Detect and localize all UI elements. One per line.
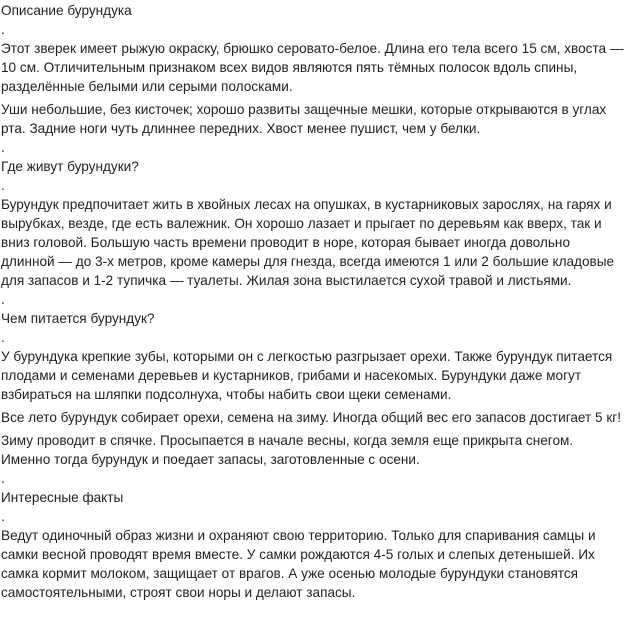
paragraph: Ведут одиночный образ жизни и охраняют свою территорию. Только для спаривания самцы и самки весной проводят время вместе. У самки рождаются 4-5 голых и слепых детенышей. Их самка кормит молоком, защищает от врагов. А уже осенью молодые бурундуки становятся самостоятельными, строят свои норы и делают запасы. (1, 528, 596, 600)
paragraph: У бурундука крепкие зубы, которыми он с легкостью разгрызает орехи. Также бурундук питается плодами и семенами деревьев и кустарников, грибами и насекомых. Бурундуки даже могут взбираться на шляпки подсолнуха, чтобы набить свои щеки семенами. (1, 349, 613, 402)
paragraph: Уши небольшие, без кисточек; хорошо развиты защечные мешки, которые открываются в углах рта. Задние ноги чуть длиннее передних. Хвост менее пушист, чем у белки. (1, 102, 607, 136)
separator-dot: . (1, 330, 5, 345)
section-title-facts: Интересные факты (1, 490, 124, 505)
paragraph: Зиму проводит в спячке. Просыпается в начале весны, когда земля еще прикрыта снегом. Именно тогда бурундук и поедает запасы, заготовленные с осени. (1, 433, 574, 467)
separator-dot: . (1, 471, 5, 486)
section-title-habitat: Где живут бурундуки? (1, 159, 139, 174)
separator-dot: . (1, 292, 5, 307)
paragraph: Бурундук предпочитает жить в хвойных лесах на опушках, в кустарниковых зарослях, на гарях и вырубках, везде, где есть валежник. Он хорошо лазает и прыгает по деревьям как вверх, так и вниз головой. Большую часть времени проводит в норе, которая бывает иногда довольно длинной — до 3-х метров, кроме камеры для гнезда, всегда имеются 1 или 2 большие кладовые для запасов и 1-2 тупичка — туалеты. Жилая зона выстилается сухой травой и листьями. (1, 197, 615, 288)
separator-dot: . (1, 178, 5, 193)
separator-dot: . (1, 140, 5, 155)
separator-dot: . (1, 22, 5, 37)
section-title-description: Описание бурундука (1, 3, 132, 18)
paragraph: Все лето бурундук собирает орехи, семена на зиму. Иногда общий вес его запасов достигает 5 кг! (1, 410, 622, 425)
paragraph: Этот зверек имеет рыжую окраску, брюшко серовато-белое. Длина его тела всего 15 см, хвоста — 10 см. Отличительным признаком всех видов являются пять тёмных полосок вдоль спины, разделённые белыми или серыми полосками. (1, 41, 624, 94)
separator-dot: . (1, 509, 5, 524)
section-title-food: Чем питается бурундук? (1, 311, 155, 326)
